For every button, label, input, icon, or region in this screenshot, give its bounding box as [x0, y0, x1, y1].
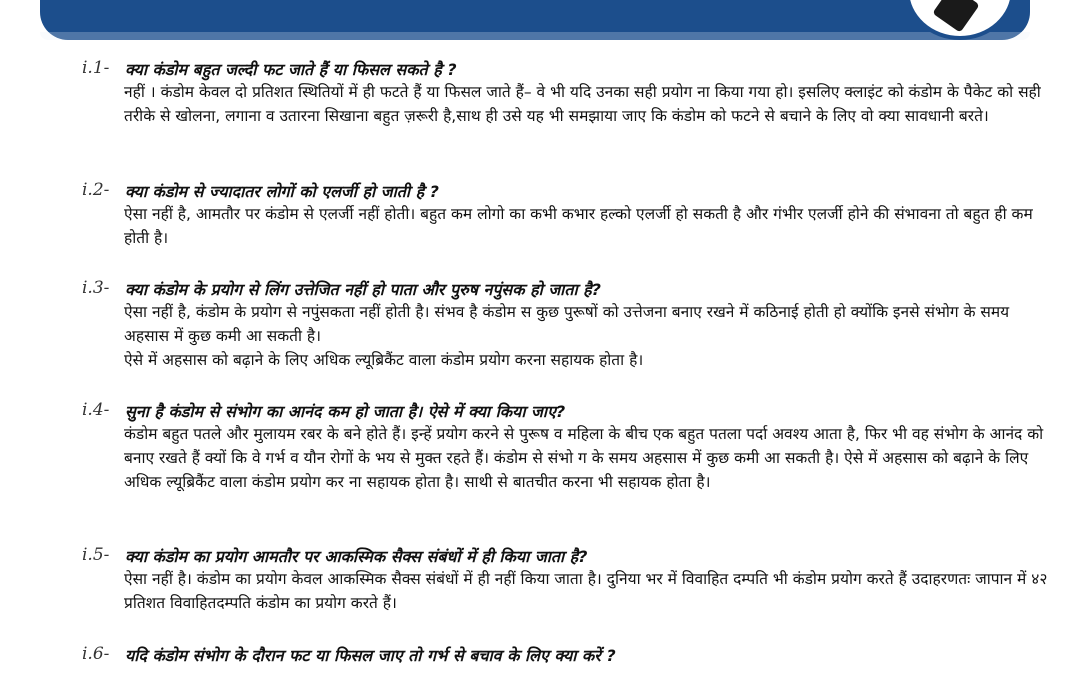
answer-text: [124, 202, 1059, 250]
question-number: i.3-: [82, 278, 110, 298]
question-text: क्या कंडोम के प्रयोग से लिंग उत्तेजित नहीं हो पाता और पुरुष नपुंसक हो जाता है?: [125, 280, 601, 299]
answer-paragraph: कंडोम बहुत पतले और मुलायम रबर के बने होते हैं। इन्हें प्रयोग करने से पुरूष व महिला के बीच एक बहुत पतला पर्दा अवश्य आता है, फिर भी वह संभोग के आनंद को बनाए रखते हैं क्यों कि वे गर्भ व यौन रोगों के भय से मुक्त रहते हैं। कंडोम से संभो ग के समय अहसास में कुछ कमी आ सकती है। ऐसे में अहसास को बढ़ाने के लिए अधिक ल्यूब्रिकैंट वाला कंडोम प्रयोग कर ना सहायक होता है। साथी से बातचीत करना भी सहायक होता है।: [124, 425, 1044, 491]
question-text: सुना है कंडोम से संभोग का आनंद कम हो जाता है। ऐसे में क्या किया जाए?: [125, 402, 566, 421]
answer-paragraph: ऐसे में अहसास को बढ़ाने के लिए अधिक ल्यूब्रिकैंट वाला कंडोम प्रयोग करना सहायक होता है।: [124, 351, 644, 369]
question-text: क्या कंडोम से ज्यादातर लोगों को एलर्जी हो जाती है ?: [125, 182, 439, 201]
answer-paragraph: ऐसा नहीं है, कंडोम के प्रयोग से नपुंसकता नहीं होती है। संभव है कंडोम स कुछ पुरूषों को उत्तेजना बनाए रखने में कठिनाई होती हो क्योंकि इनसे संभोग के समय अहसास में कुछ कमी आ सकती है।: [124, 303, 1010, 345]
question-text: क्या कंडोम बहुत जल्दी फट जाते हैं या फिसल सकते है ?: [125, 60, 457, 79]
question-number: i.4-: [82, 400, 110, 420]
answer-text: [124, 80, 1059, 128]
question-text: यदि कंडोम संभोग के दौरान फट या फिसल जाए तो गर्भ से बचाव के लिए क्या करें ?: [125, 646, 616, 665]
question-number: i.5-: [82, 545, 110, 565]
answer-paragraph: ऐसा नहीं है। कंडोम का प्रयोग केवल आकस्मिक सैक्स संबंधों में ही नहीं किया जाता है। दुनिया भर में विवाहित दम्पति भी कंडोम प्रयोग करते हैं उदाहरणतः जापान में ४२ प्रतिशत विवाहितदम्पति कंडोम का प्रयोग करते हैं।: [124, 570, 1048, 612]
logo-mark-icon: [932, 0, 979, 33]
question-number: i.1-: [82, 58, 110, 78]
answer-text: [124, 422, 1059, 494]
answer-text: [124, 300, 1059, 372]
question-text: क्या कंडोम का प्रयोग आमतौर पर आकस्मिक सैक्स संबंधों में ही किया जाता है?: [125, 547, 588, 566]
answer-paragraph: नहीं । कंडोम केवल दो प्रतिशत स्थितियों में ही फटते हैं या फिसल जाते हैं– वे भी यदि उनका सही प्रयोग ना किया गया हो। इसलिए क्लाइंट को कंडोम के पैकेट को सही तरीके से खोलना, लगाना व उतारना सिखाना बहुत ज़रूरी है,साथ ही उसे यह भी समझाया जाए कि कंडोम को फटने से बचाने के लिए वो क्या सावधानी बरते।: [124, 83, 1041, 125]
answer-text: [124, 567, 1059, 615]
question-number: i.2-: [82, 180, 110, 200]
answer-paragraph: ऐसा नहीं है, आमतौर पर कंडोम से एलर्जी नहीं होती। बहुत कम लोगो का कभी कभार हल्को एलर्जी हो सकती है और गंभीर एलर्जी होने की संभावना तो बहुत ही कम होती है।: [124, 205, 1033, 247]
header-band: [40, 0, 1030, 40]
question-number: i.6-: [82, 644, 110, 664]
